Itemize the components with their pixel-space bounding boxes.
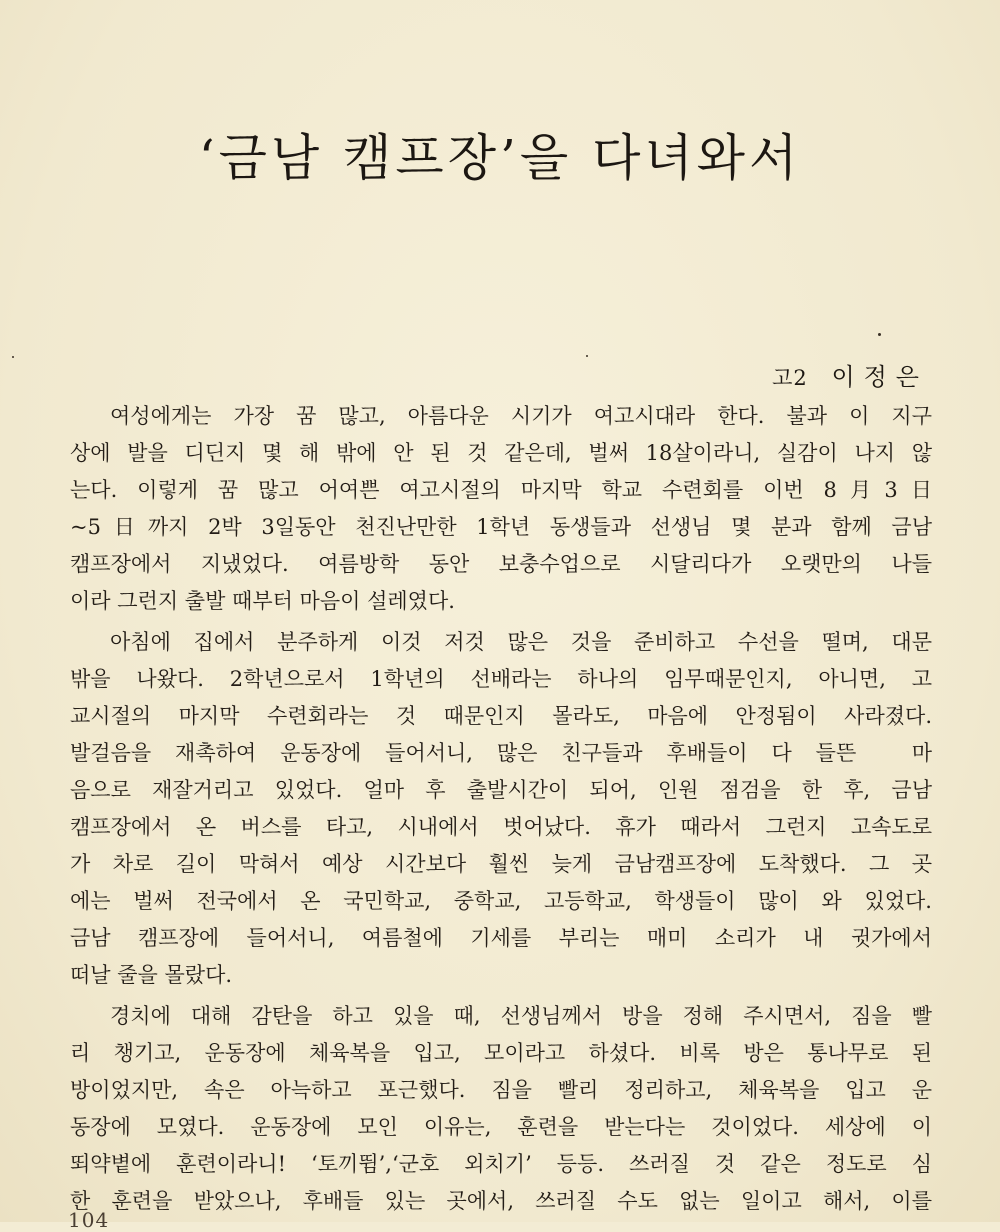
article-body xyxy=(70,398,932,1224)
text-line: 아침에 집에서 분주하게 이것 저것 많은 것을 준비하고 수선을 떨며, 대문 xyxy=(110,630,932,654)
article-title: ‘금남 캠프장’을 다녀와서 xyxy=(198,129,802,187)
paragraph xyxy=(70,624,932,994)
text-line: 밖을 나왔다. 2학년으로서 1학년의 선배라는 하나의 임무때문인지, 아니면, 고 xyxy=(70,667,932,691)
text-line: 이라 그런지 출발 때부터 마음이 설레였다. xyxy=(70,589,455,613)
text-line: 음으로 재잘거리고 있었다. 얼마 후 출발시간이 되어, 인원 점검을 한 후, 금남 xyxy=(70,778,932,802)
text-line: 방이었지만, 속은 아늑하고 포근했다. 짐을 빨리 정리하고, 체육복을 입고 운 xyxy=(70,1078,932,1102)
text-line: 뙤약볕에 훈련이라니! ‘토끼뜀’,‘군호 외치기’ 등등. 쓰러질 것 같은 정도로 심 xyxy=(70,1152,932,1176)
paragraph xyxy=(70,398,932,620)
print-speck xyxy=(878,333,881,336)
print-speck xyxy=(12,356,14,358)
text-line: 는다. 이렇게 꿈 많고 어여쁜 여고시절의 마지막 학교 수련회를 이번 8月3日 xyxy=(70,478,932,502)
text-line: 리 챙기고, 운동장에 체육복을 입고, 모이라고 하셨다. 비록 방은 통나무로 된 xyxy=(70,1041,932,1065)
text-line: 교시절의 마지막 수련회라는 것 때문인지 몰라도, 마음에 안정됨이 사라졌다. xyxy=(70,704,932,728)
text-line: 가 차로 길이 막혀서 예상 시간보다 훨씬 늦게 금남캠프장에 도착했다. 그 곳 xyxy=(70,852,932,876)
text-line: 캠프장에서 온 버스를 타고, 시내에서 벗어났다. 휴가 때라서 그런지 고속도로 xyxy=(70,815,932,839)
text-line: 경치에 대해 감탄을 하고 있을 때, 선생님께서 방을 정해 주시면서, 짐을 빨 xyxy=(110,1004,932,1028)
text-line: 발걸음을 재촉하여 운동장에 들어서니, 많은 친구들과 후배들이 다 들뜬 마 xyxy=(70,741,932,765)
print-speck xyxy=(586,355,588,357)
author-grade: 고2 xyxy=(772,366,808,390)
text-line: 한 훈련을 받았으나, 후배들 있는 곳에서, 쓰러질 수도 없는 일이고 해서, 이를 xyxy=(70,1189,932,1213)
text-line: 여성에게는 가장 꿈 많고, 아름다운 시기가 여고시대라 한다. 불과 이 지구 xyxy=(110,404,932,428)
author-name: 이정은 xyxy=(831,363,928,391)
text-line: 동장에 모였다. 운동장에 모인 이유는, 훈련을 받는다는 것이었다. 세상에 이 xyxy=(70,1115,932,1139)
author-byline xyxy=(772,357,928,392)
text-line: ~5日까지 2박 3일동안 천진난만한 1학년 동생들과 선생님 몇 분과 함께 금남 xyxy=(70,515,932,539)
text-line: 상에 발을 디딘지 몇 해 밖에 안 된 것 같은데, 벌써 18살이라니, 실감이 나지 않 xyxy=(70,441,932,465)
text-line: 에는 벌써 전국에서 온 국민학교, 중학교, 고등학교, 학생들이 많이 와 있었다. xyxy=(70,889,932,913)
text-line: 캠프장에서 지냈었다. 여름방학 동안 보충수업으로 시달리다가 오랫만의 나들 xyxy=(70,552,932,576)
text-line: 금남 캠프장에 들어서니, 여름철에 기세를 부리는 매미 소리가 내 귓가에서 xyxy=(70,926,932,950)
text-line: 떠날 줄을 몰랐다. xyxy=(70,963,233,987)
page-number: 104 xyxy=(68,1208,110,1232)
paragraph xyxy=(70,998,932,1220)
